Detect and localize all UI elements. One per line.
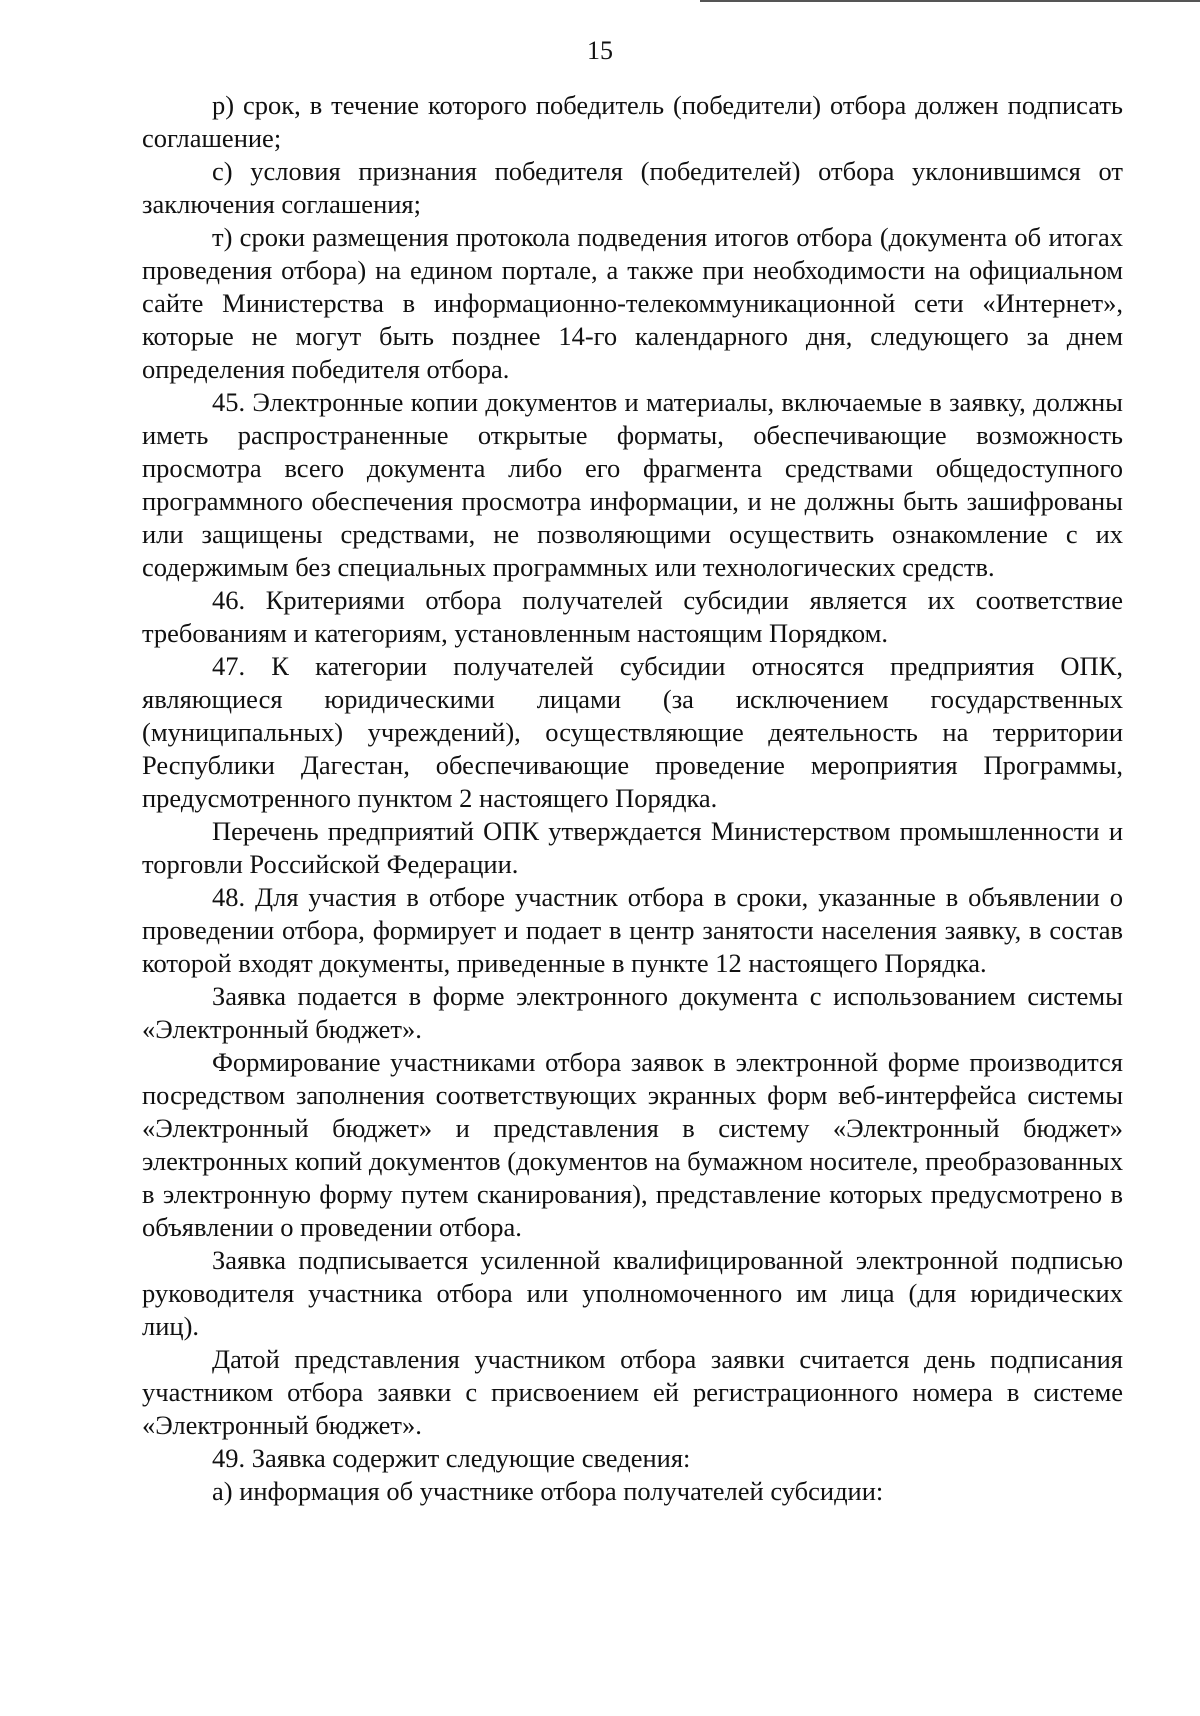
paragraph-47-list: Перечень предприятий ОПК утверждается Министерством промышленности и торговли Российской Федерации. bbox=[142, 816, 1123, 879]
scan-edge-line bbox=[700, 0, 1200, 2]
paragraph-49-a: а) информация об участнике отбора получателей субсидии: bbox=[212, 1476, 884, 1506]
paragraph-s: с) условия признания победителя (победителей) отбора уклонившимся от заключения соглашения; bbox=[142, 156, 1123, 219]
document-body bbox=[142, 89, 1123, 1508]
paragraph-49: 49. Заявка содержит следующие сведения: bbox=[212, 1443, 691, 1473]
paragraph-r: р) срок, в течение которого победитель (победители) отбора должен подписать соглашение; bbox=[142, 90, 1123, 153]
paragraph-t: т) сроки размещения протокола подведения итогов отбора (документа об итогах проведения отбора) на едином портале, а также при необходимости на официальном сайте Министерства в информационно-телекоммуникационной сети «Интернет», которые не могут быть позднее 14-го календарного дня, следующего за днем определения победителя отбора. bbox=[142, 222, 1123, 384]
paragraph-48-form: Заявка подается в форме электронного документа с использованием системы «Электронный бюджет». bbox=[142, 981, 1123, 1044]
paragraph-48-forming: Формирование участниками отбора заявок в электронной форме производится посредством заполнения соответствующих экранных форм веб-интерфейса системы «Электронный бюджет» и представления в систему «Электронный бюджет» электронных копий документов (документов на бумажном носителе, преобразованных в электронную форму путем сканирования), представление которых предусмотрено в объявлении о проведении отбора. bbox=[142, 1047, 1123, 1242]
paragraph-48-signature: Заявка подписывается усиленной квалифицированной электронной подписью руководителя участника отбора или уполномоченного им лица (для юридических лиц). bbox=[142, 1245, 1123, 1341]
paragraph-45: 45. Электронные копии документов и материалы, включаемые в заявку, должны иметь распространенные открытые форматы, обеспечивающие возможность просмотра всего документа либо его фрагмента средствами общедоступного программного обеспечения просмотра информации, и не должны быть зашифрованы или защищены средствами, не позволяющими осуществить ознакомление с их содержимым без специальных программных или технологических средств. bbox=[142, 387, 1123, 582]
paragraph-47: 47. К категории получателей субсидии относятся предприятия ОПК, являющиеся юридическими лицами (за исключением государственных (муниципальных) учреждений), осуществляющие деятельность на территории Республики Дагестан, обеспечивающие проведение мероприятия Программы, предусмотренного пунктом 2 настоящего Порядка. bbox=[142, 651, 1123, 813]
page-number: 15 bbox=[587, 36, 613, 65]
paragraph-46: 46. Критериями отбора получателей субсидии является их соответствие требованиям и категориям, установленным настоящим Порядком. bbox=[142, 585, 1123, 648]
paragraph-48: 48. Для участия в отборе участник отбора в сроки, указанные в объявлении о проведении отбора, формирует и подает в центр занятости населения заявку, в состав которой входят документы, приведенные в пункте 12 настоящего Порядка. bbox=[142, 882, 1123, 978]
paragraph-48-date: Датой представления участником отбора заявки считается день подписания участником отбора заявки с присвоением ей регистрационного номера в системе «Электронный бюджет». bbox=[142, 1344, 1123, 1440]
